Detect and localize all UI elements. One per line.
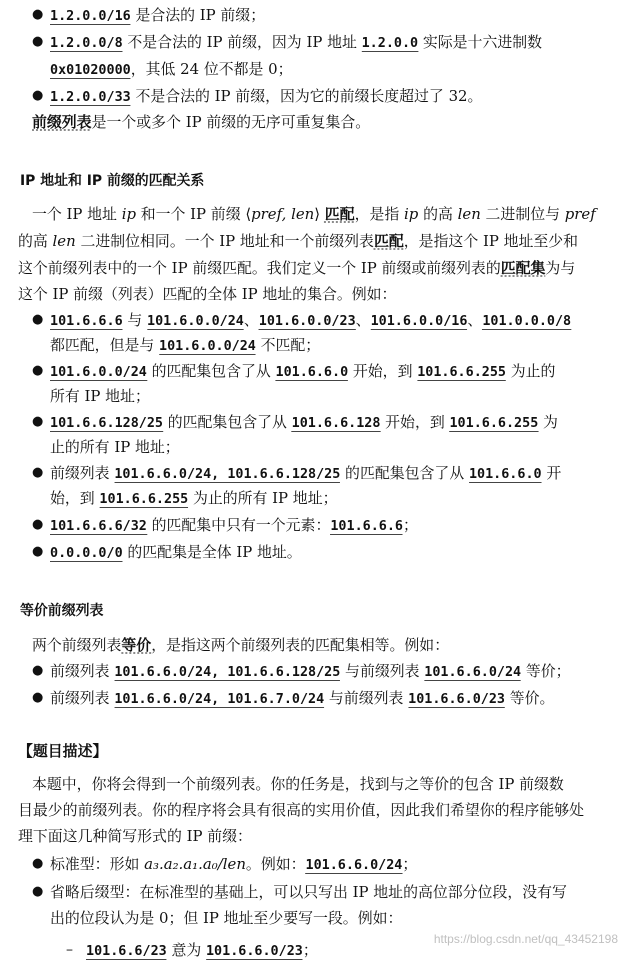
paragraph-line: 两个前缀列表等价，是指这两个前缀列表的匹配集相等。例如： — [32, 636, 450, 654]
bullet-icon: ● — [32, 7, 44, 22]
paragraph-line: 理下面这几种简写形式的 IP 前缀： — [18, 827, 252, 845]
bullet-icon: ● — [32, 856, 44, 871]
list-item-continuation: 都匹配，但是与 101.6.0.0/24 不匹配； — [50, 336, 321, 354]
watermark: https://blog.csdn.net/qq_43452198 — [433, 932, 618, 946]
list-item: 前缀列表 101.6.6.0/24, 101.6.6.128/25 与前缀列表 101.6.6.0/24 等价； — [50, 662, 571, 680]
paragraph-line: 一个 IP 地址 ip 和一个 IP 前缀 ⟨pref, len⟩ 匹配，是指 ip 的高 len 二进制位与 pref — [32, 205, 596, 223]
list-item: 101.6.6.6/32 的匹配集中只有一个元素：101.6.6.6； — [50, 516, 418, 534]
paragraph: 前缀列表是一个或多个 IP 前缀的无序可重复集合。 — [32, 113, 371, 131]
list-item-continuation: 止的所有 IP 地址； — [50, 438, 180, 456]
dash-bullet-icon: – — [66, 942, 73, 958]
list-item: 前缀列表 101.6.6.0/24, 101.6.7.0/24 与前缀列表 101.6.6.0/23 等价。 — [50, 689, 555, 707]
paragraph-line: 本题中，你将会得到一个前缀列表。你的任务是，找到与之等价的包含 IP 前缀数 — [32, 775, 564, 793]
bullet-icon: ● — [32, 465, 44, 480]
list-item: 101.6.6.6 与 101.6.0.0/24、101.6.0.0/23、101.6.0.0/16、101.0.0.0/8 — [50, 311, 572, 329]
list-item: 101.6.6.128/25 的匹配集包含了从 101.6.6.128 开始，到 101.6.6.255 为 — [50, 413, 558, 431]
list-item: 0.0.0.0/0 的匹配集是全体 IP 地址。 — [50, 543, 302, 561]
paragraph-line: 这个 IP 前缀（列表）匹配的全体 IP 地址的集合。例如： — [18, 285, 397, 303]
bullet-icon: ● — [32, 88, 44, 103]
list-item-continuation: 出的位段认为是 0；但 IP 地址至少要写一段。例如： — [50, 909, 403, 927]
list-item: 标准型：形如 a₃.a₂.a₁.a₀/len。例如：101.6.6.0/24； — [50, 855, 418, 873]
bullet-icon: ● — [32, 544, 44, 559]
bullet-icon: ● — [32, 34, 44, 49]
list-item-continuation: 始，到 101.6.6.255 为止的所有 IP 地址； — [50, 489, 338, 507]
paragraph-line: 的高 len 二进制位相同。一个 IP 地址和一个前缀列表匹配，是指这个 IP 地址至少和 — [18, 232, 579, 250]
bullet-icon: ● — [32, 884, 44, 899]
paragraph-line: 目最少的前缀列表。你的程序将会具有很高的实用价值，因此我们希望你的程序能够处 — [18, 801, 585, 819]
paragraph-line: 这个前缀列表中的一个 IP 前缀匹配。我们定义一个 IP 前缀或前缀列表的匹配集为与 — [18, 259, 576, 277]
sub-list-item: 101.6.6/23 意为 101.6.6.0/23； — [86, 941, 318, 959]
list-item-continuation: 0x01020000，其低 24 位不都是 0； — [50, 60, 293, 78]
bullet-icon: ● — [32, 690, 44, 705]
list-item: 前缀列表 101.6.6.0/24, 101.6.6.128/25 的匹配集包含了从 101.6.6.0 开 — [50, 464, 562, 482]
bullet-icon: ● — [32, 312, 44, 327]
list-item: 1.2.0.0/16 是合法的 IP 前缀； — [50, 6, 266, 24]
list-item: 101.6.0.0/24 的匹配集包含了从 101.6.6.0 开始，到 101.6.6.255 为止的 — [50, 362, 556, 380]
list-item: 1.2.0.0/8 不是合法的 IP 前缀，因为 IP 地址 1.2.0.0 实际是十六进制数 — [50, 33, 543, 51]
bullet-icon: ● — [32, 517, 44, 532]
bullet-icon: ● — [32, 363, 44, 378]
list-item: 省略后缀型：在标准型的基础上，可以只写出 IP 地址的高位部分位段，没有写 — [50, 883, 567, 901]
bullet-icon: ● — [32, 414, 44, 429]
list-item-continuation: 所有 IP 地址； — [50, 387, 150, 405]
section-heading: IP 地址和 IP 前缀的匹配关系 — [20, 173, 205, 189]
section-heading: 等价前缀列表 — [20, 603, 104, 619]
list-item: 1.2.0.0/33 不是合法的 IP 前缀，因为它的前缀长度超过了 32。 — [50, 87, 483, 105]
bullet-icon: ● — [32, 663, 44, 678]
section-heading: 【题目描述】 — [18, 742, 108, 760]
